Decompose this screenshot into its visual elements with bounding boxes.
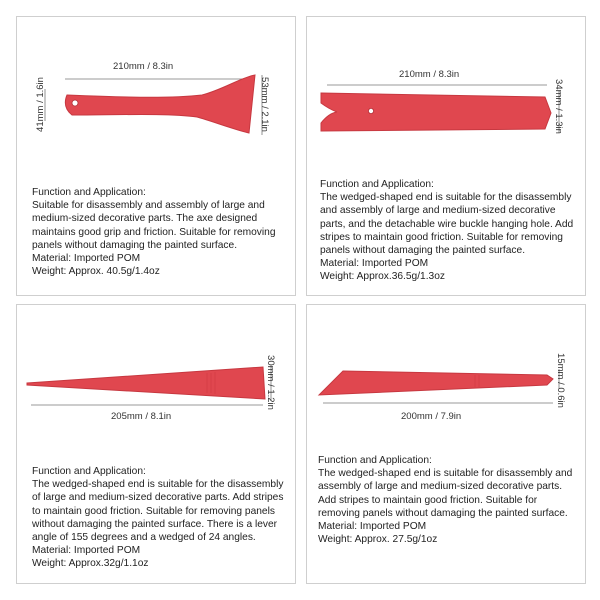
- width-label: 34mm / 1.3in: [552, 79, 564, 134]
- product-panel-2: [306, 16, 586, 296]
- flat-pry-tool: [319, 371, 553, 395]
- width-label: 15mm / 0.6in: [554, 353, 566, 408]
- product-panel-4: [306, 304, 586, 584]
- length-label: 200mm / 7.9in: [401, 411, 462, 422]
- axe-pry-tool: [65, 75, 255, 133]
- length-label: 210mm / 8.3in: [399, 69, 460, 80]
- width-label-a: 41mm / 1.6in: [34, 77, 46, 132]
- hanging-hole: [368, 108, 373, 113]
- product-panel-3: [16, 304, 296, 584]
- length-label: 210mm / 8.3in: [113, 61, 174, 72]
- width-label-b: 53mm / 2.1in: [258, 77, 270, 132]
- product-panel-1: [16, 16, 296, 296]
- product-description: Function and Application: Suitable for disassembly and assembly of large and medium-sized decorative parts. The axe designed maintains good grip and friction. Suitable for removing panels without damaging the painted surface. Material: Imported POM Weight: Approx. 40.5g/1.4oz: [32, 187, 276, 278]
- product-description: Function and Application: The wedged-shaped end is suitable for the disassembly of large and medium-sized decorative parts. Add stripes to maintain good friction. Suitable for removing panels without damaging the painted surface. There is a lever angle of 155 degrees and a wedged of 24 angles. Material: Imported POM Weight: Approx.32g/1.1oz: [32, 466, 284, 570]
- width-label: 30mm / 1.2in: [264, 355, 276, 410]
- hanging-hole: [72, 100, 78, 106]
- wedge-pry-tool-notched: [321, 93, 551, 131]
- product-description: Function and Application: The wedged-shaped end is suitable for the disassembly and assembly of large and medium-sized decorative parts, and the detachable wire buckle hanging hole. Add stripes to maintain good friction. Suitable for removing panels without damaging the painted surface. Material: Imported POM Weight: Approx.36.5g/1.3oz: [320, 179, 574, 283]
- wedge-pry-tool-pointed: [27, 367, 265, 399]
- product-description: Function and Application: The wedged-shaped end is suitable for disassembly and assembly of large and medium-sized decorative parts. Add stripes to maintain good friction. Suitable for removing panels without damaging the painted surface. Material: Imported POM Weight: Approx. 27.5g/1oz: [318, 455, 573, 546]
- length-label: 205mm / 8.1in: [111, 411, 172, 422]
